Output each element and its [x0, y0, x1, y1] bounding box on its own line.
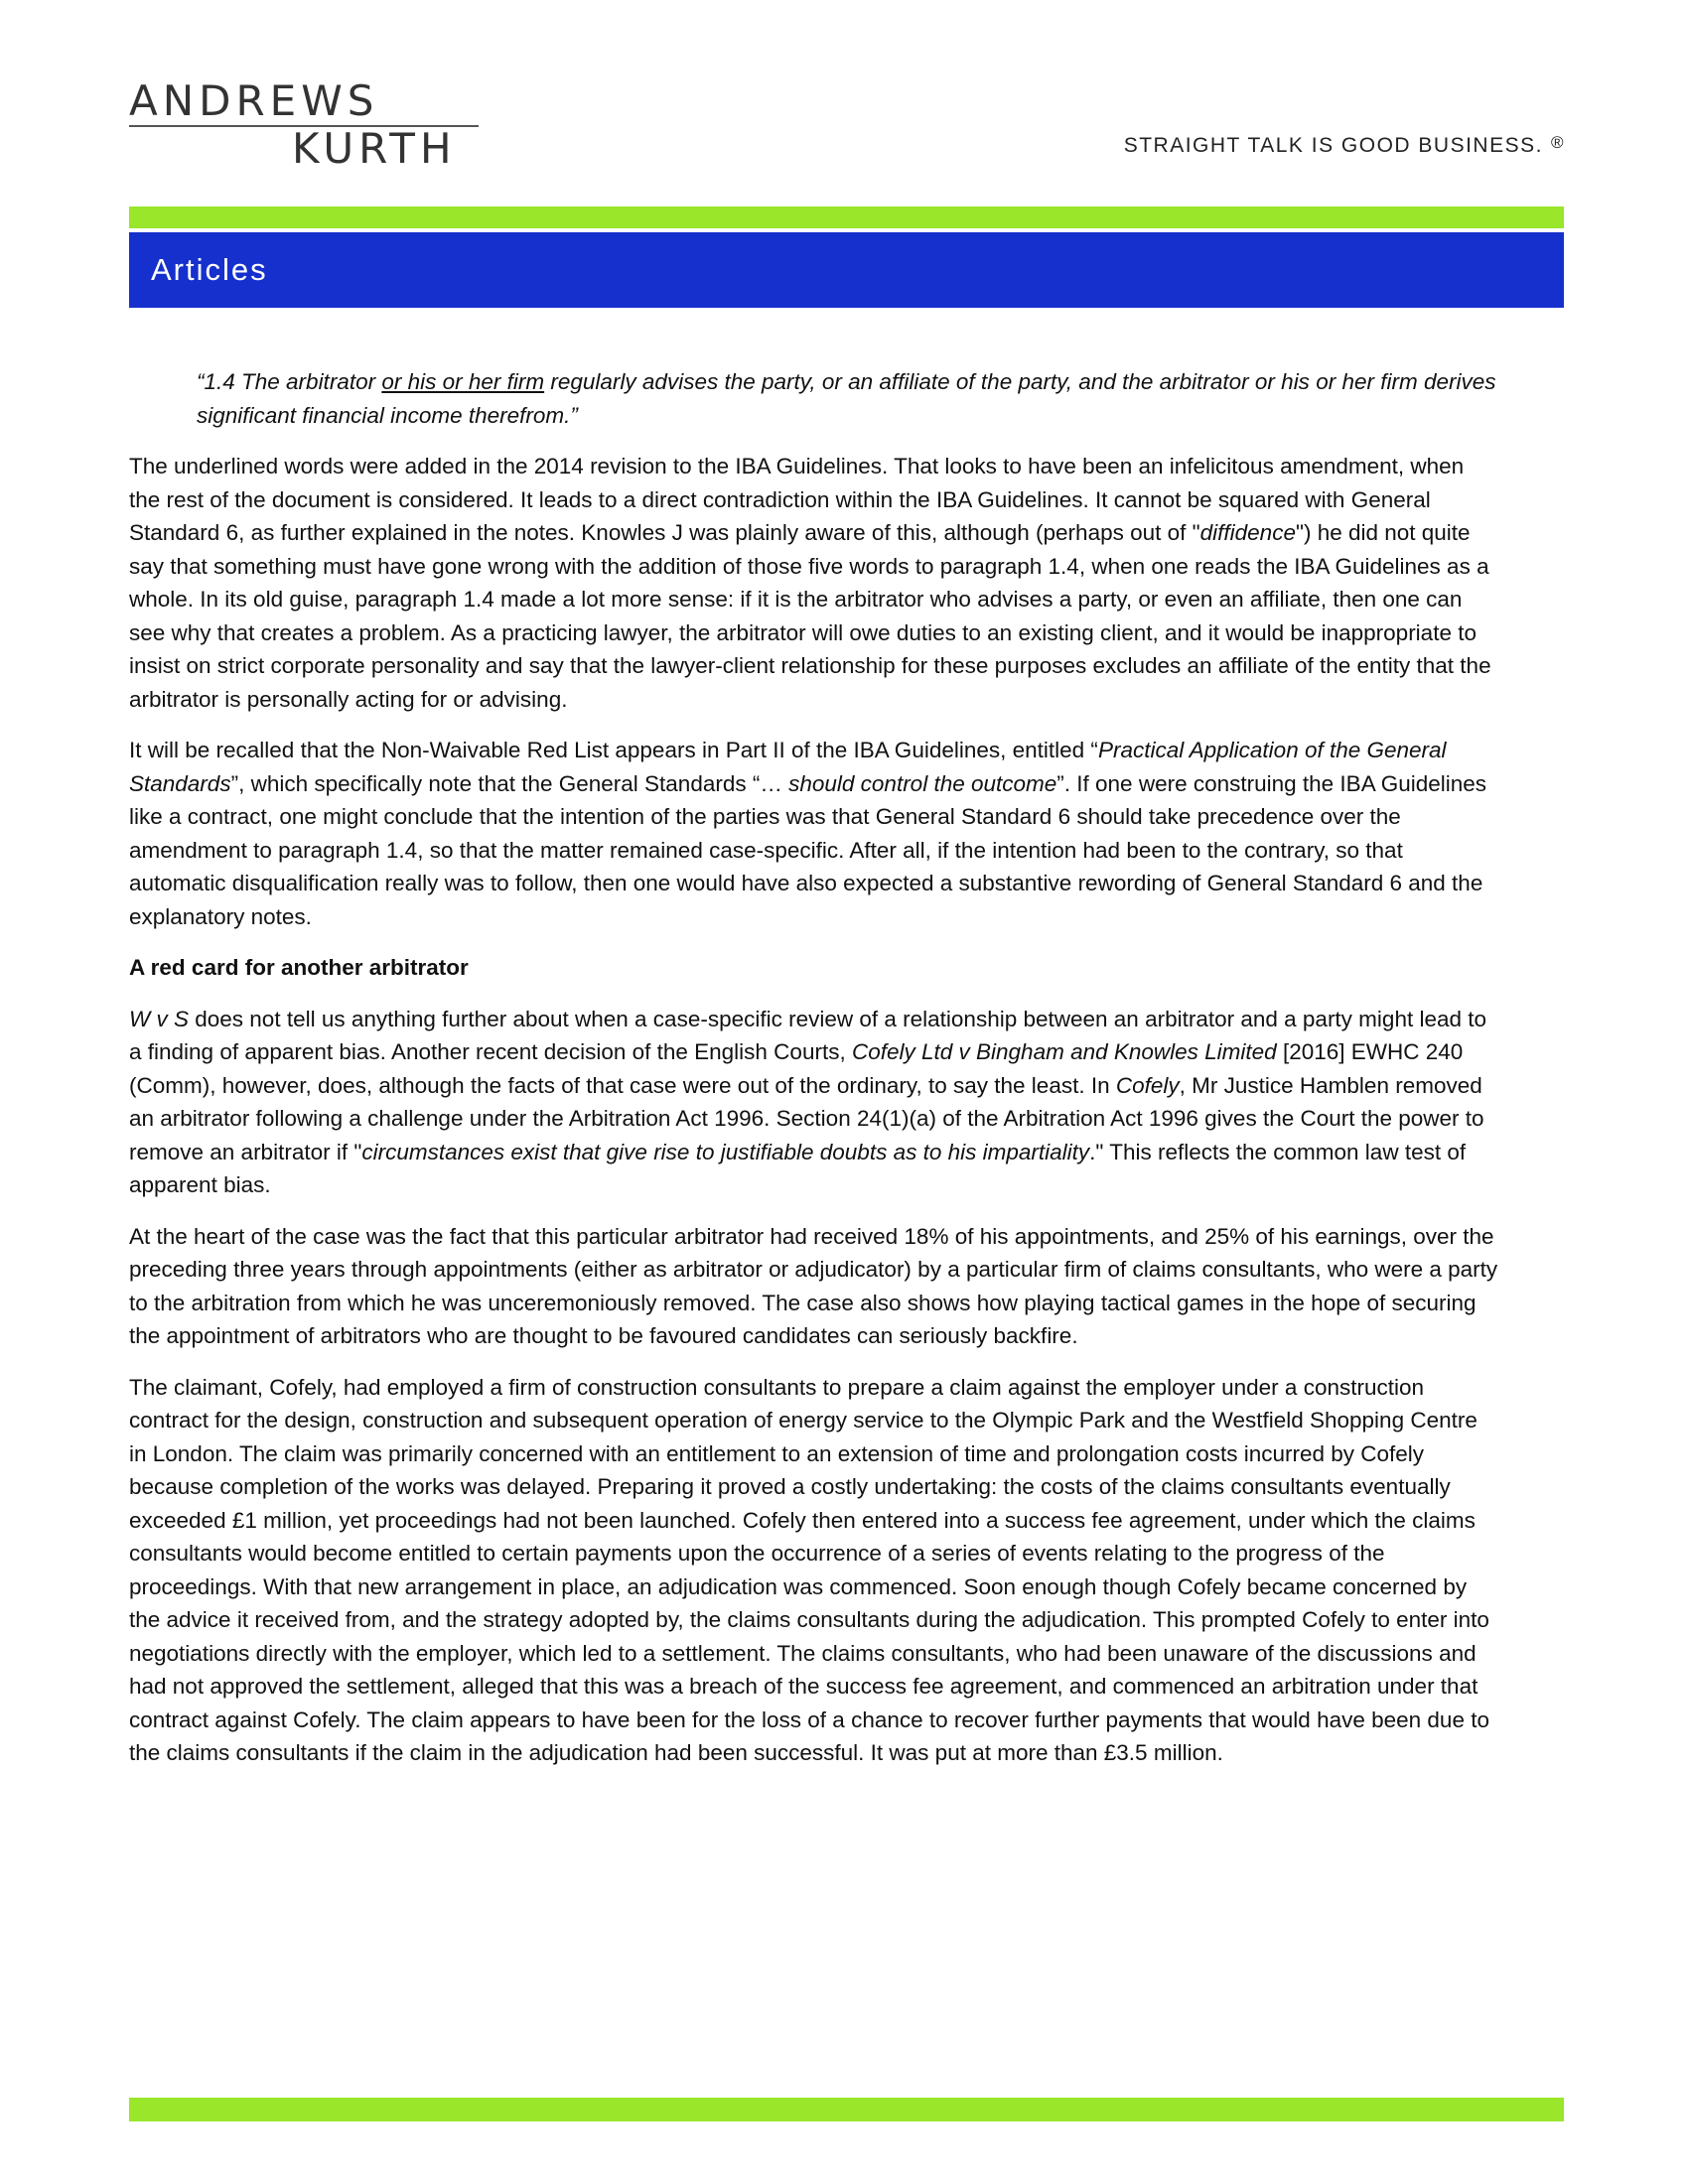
quote-underlined: or his or her firm: [381, 369, 545, 394]
quote-rest: regularly advises the party, or an affiliate of the party, and the arbitrator or his or her firm derives significant financial income therefrom.”: [197, 369, 1496, 428]
p3-italic-g: circumstances exist that give rise to justifiable doubts as to his impartiality: [361, 1139, 1090, 1164]
paragraph-4: At the heart of the case was the fact that this particular arbitrator had received 18% of his appointments, and 25% of his earnings, over the preceding three years through appointments (either as arbitrator or adjudicator) by a particular firm of claims consultants, who were a party to the arbitration from which he was unceremoniously removed. The case also shows how playing tactical games in the hope of securing the appointment of arbitrators who are thought to be favoured candidates can seriously backfire.: [129, 1223, 1498, 1348]
bottom-accent-bar: [129, 2098, 1564, 2121]
p3-text-d: [2016] EWHC 240 (Comm), however, does, although the facts of that case were out of the ordinary, to say the least. In: [129, 1039, 1464, 1098]
section-header-band: [129, 232, 1564, 308]
section-heading: A red card for another arbitrator: [129, 955, 469, 980]
top-accent-bar: [129, 206, 1564, 228]
registered-mark: ®: [1550, 133, 1565, 152]
section-title: Articles: [151, 252, 268, 287]
quote-lead: “1.4 The arbitrator: [197, 369, 382, 394]
logo-word-kurth: KURTH: [292, 124, 457, 173]
company-logo: [129, 77, 479, 173]
p1-italic: diffidence: [1199, 520, 1296, 545]
article-body: [129, 365, 1499, 1788]
p3-text-b: does not tell us anything further about when a case-specific review of a relationship between an arbitrator and a party might lead to a finding of apparent bias. Another recent decision of the English Courts,: [129, 1006, 1487, 1064]
paragraph-2: [129, 734, 1499, 933]
p3-italic-c: Cofely Ltd v Bingham and Knowles Limited: [851, 1039, 1277, 1064]
p3-italic-a: W v S: [129, 1006, 189, 1031]
paragraph-3: [129, 1003, 1499, 1202]
p2-text-a: It will be recalled that the Non-Waivable Red List appears in Part II of the IBA Guidelines, entitled “: [129, 738, 1098, 762]
paragraph-5: The claimant, Cofely, had employed a firm of construction consultants to prepare a claim against the employer under a construction contract for the design, construction and subsequent operation of energy service to the Olympic Park and the Westfield Shopping Centre in London. The claim was primarily concerned with an entitlement to an extension of time and prolongation costs incurred by Cofely because completion of the works was delayed. Preparing it proved a costly undertaking: the costs of the claims consultants eventually exceeded £1 million, yet proceedings had not been launched. Cofely then entered into a success fee agreement, under which the claims consultants would become entitled to certain payments upon the occurrence of a series of events relating to the progress of the proceedings. With that new arrangement in place, an adjudication was commenced. Soon enough though Cofely became concerned by the advice it received from, and the strategy adopted by, the claims consultants during the adjudication. This prompted Cofely to enter into negotiations directly with the employer, which led to a settlement. The claims consultants, who had been unaware of the discussions and had not approved the settlement, alleged that this was a breach of the success fee agreement, and commenced an arbitration under that contract against Cofely. The claim appears to have been for the loss of a chance to recover further payments that would have been due to the claims consultants if the claim in the adjudication had been successful. It was put at more than £3.5 million.: [129, 1374, 1489, 1765]
p3-text-f: , Mr Justice Hamblen removed an arbitrator following a challenge under the Arbitration Act 1996. Section 24(1)(a) of the Arbitration Act 1996 gives the Court the power to remove an arbitrator if ": [129, 1072, 1484, 1164]
p3-text-h: ." This reflects the common law test of apparent bias.: [129, 1139, 1467, 1197]
logo-word-andrews: ANDREWS: [129, 76, 379, 125]
p1-text-c: ") he did not quite say that something must have gone wrong with the addition of those five words to paragraph 1.4, when one reads the IBA Guidelines as a whole. In its old guise, paragraph 1.4 made a lot more sense: if it is the arbitrator who advises a party, or even an affiliate, then one can see why that creates a problem. As a practicing lawyer, the arbitrator will owe duties to an existing client, and it would be inappropriate to insist on strict corporate personality and say that the lawyer-client relationship for these purposes excludes an affiliate of the entity that the arbitrator is personally acting for or advising.: [129, 520, 1491, 712]
p2-italic-d: should control the outcome: [788, 770, 1057, 796]
paragraph-1: [129, 450, 1499, 716]
p2-text-c: ”, which specifically note that the General Standards “…: [230, 770, 789, 796]
p3-italic-e: Cofely: [1115, 1072, 1180, 1098]
tagline-text: STRAIGHT TALK IS GOOD BUSINESS.: [1123, 134, 1543, 157]
p1-text-a: The underlined words were added in the 2014 revision to the IBA Guidelines. That looks to have been an infelicitous amendment, when the rest of the document is considered. It leads to a direct contradiction within the IBA Guidelines. It cannot be squared with General Standard 6, as further explained in the notes. Knowles J was plainly aware of this, although (perhaps out of ": [129, 454, 1465, 545]
p2-text-e: ”. If one were construing the IBA Guidelines like a contract, one might conclude that the intention of the parties was that General Standard 6 should take precedence over the amendment to paragraph 1.4, so that the matter remained case-specific. After all, if the intention had been to the contrary, so that automatic disqualification really was to follow, then one would have also expected a substantive rewording of General Standard 6 and the explanatory notes.: [129, 770, 1487, 929]
tagline: [1124, 133, 1565, 158]
p2-italic-b: Practical Application of the General Standards: [129, 738, 1447, 796]
quoted-paragraph: [197, 365, 1499, 432]
